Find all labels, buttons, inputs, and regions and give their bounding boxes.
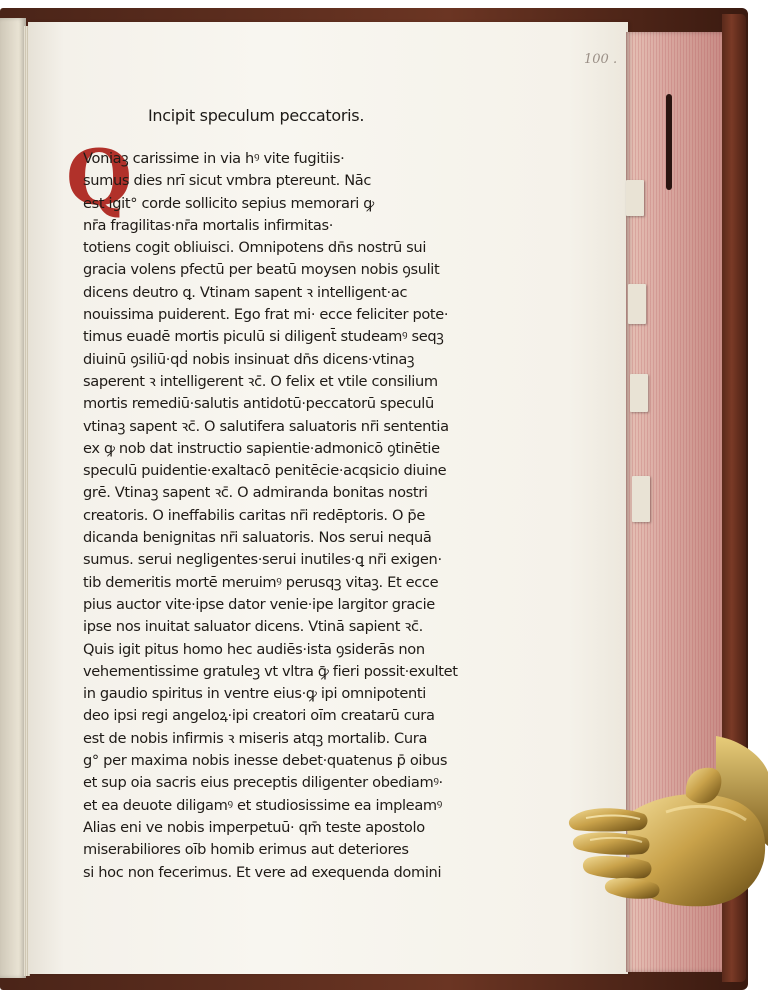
- text-line: grē. Vtinaꝫ sapent ꝛc̄. O admiranda bonitas nostri: [83, 484, 428, 502]
- text-line: ex ꝙ nob dat instructio sapientie·admonicō ꝯtinētie: [83, 439, 440, 457]
- text-line: saperent ꝛ intelligerent ꝛc̄. O felix et vtile consilium: [83, 372, 438, 390]
- text-line: est de nobis infirmis ꝛ miseris atqꝫ mortalib. Cura: [83, 729, 428, 747]
- text-line: et ea deuote diligamꝰ et studiosissime ea impleamꝰ: [83, 796, 442, 814]
- page-tab: [628, 284, 646, 324]
- body-text: [83, 148, 493, 884]
- page-edge-shadow: [666, 94, 672, 190]
- incipit-heading: Incipit speculum peccatoris.: [148, 106, 365, 125]
- page-tab: [632, 476, 650, 522]
- text-line: dicanda benignitas nr̄i saluatoris. Nos serui nequā: [83, 529, 432, 547]
- text-line: speculū puidentie·exaltacō penitēcie·acqsicio diuine: [83, 462, 447, 480]
- text-line: nr̄a fragilitas·nr̄a mortalis infirmitas·: [83, 216, 334, 234]
- brass-hand-page-holder: [566, 736, 768, 926]
- text-line: mortis remediū·salutis antidotū·peccatorū speculū: [83, 395, 434, 413]
- text-line: vtinaꝫ sapent ꝛc̄. O salutifera saluatoris nr̄i sententia: [83, 417, 449, 435]
- text-line: vehementissime gratuleꝫ vt vltra ꝙ̄ fieri possit·exultet: [83, 662, 458, 680]
- red-initial-q: Q: [66, 133, 133, 222]
- text-line: gracia volens pfectū per beatū moysen nobis ꝯsulit: [83, 261, 440, 279]
- text-line: sumus. serui negligentes·serui inutiles·ꝗ nr̄i exigen·: [83, 551, 442, 569]
- text-line: creatoris. O ineffabilis caritas nr̄i redēptoris. O p̄e: [83, 506, 425, 524]
- text-line: si hoc non fecerimus. Et vere ad exequenda domini: [83, 863, 442, 881]
- text-line: Voniaꝫ carissime in via hꝰ vite fugitiis·: [83, 150, 345, 167]
- text-line: ipse nos inuitat saluator dicens. Vtinā sapient ꝛc̄.: [83, 618, 423, 636]
- text-line: totiens cogit obliuisci. Omnipotens dn̄s nostrū sui: [83, 239, 427, 257]
- text-line: g° per maxima nobis inesse debet·quatenus p̄ oibus: [83, 752, 448, 770]
- page-tab: [630, 374, 648, 412]
- text-line: Alias eni ve nobis imperpetuū· qm̄ teste apostolo: [83, 818, 425, 836]
- text-line: Quis igit pitus homo hec audiēs·ista ꝯsiderās non: [83, 640, 425, 658]
- text-line: dicens deutro ꝗ. Vtinam sapent ꝛ intelligent·ac: [83, 283, 408, 301]
- text-line: timus euadē mortis piculū si diligent̄ studeamꝰ seqꝫ: [83, 328, 444, 346]
- text-line: pius auctor vite·ipse dator venie·ipe largitor gracie: [83, 595, 435, 613]
- text-line: sumus dies nrī sicut vmbra ptereunt. Nāc: [83, 172, 372, 190]
- text-line: nouissima puiderent. Ego frat mi· ecce feliciter pote·: [83, 306, 449, 324]
- text-line: miserabiliores oīb homib erimus aut deteriores: [83, 841, 409, 859]
- shelf-mark: 100 .: [584, 52, 618, 67]
- text-line: tib demeritis mortē meruimꝰ perusqꝫ vitaꝫ. Et ecce: [83, 573, 439, 591]
- text-line: deo ipsi regi angeloꝝ·ipi creatori oīm creatarū cura: [83, 707, 435, 725]
- text-line: in gaudio spiritus in ventre eius·ꝙ ipi omnipotenti: [83, 685, 426, 703]
- text-line: diuinū ꝯsiliū·qḋ nobis insinuat dn̄s dicens·vtinaꝫ: [83, 350, 415, 368]
- text-line: est igit° corde sollicito sepius memorari ꝙ: [83, 194, 374, 212]
- text-line: et sup oia sacris eius preceptis diligenter obediamꝰ·: [83, 774, 443, 792]
- left-page-edge: [0, 18, 26, 978]
- page-tab: [626, 180, 644, 216]
